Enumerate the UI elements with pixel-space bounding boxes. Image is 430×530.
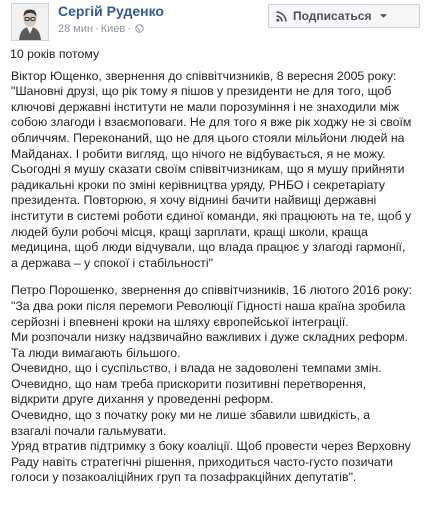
quote-line: Очевидно, що нам треба прискорити позитивні перетворення,	[11, 376, 367, 391]
quote-line: радикальні кроки по зміні керівництва уряду, РНБО і секретаріату	[11, 177, 386, 192]
yushchenko-quote	[8, 84, 424, 271]
quote-line: обличчям. Переконаний, що не для цього стояли мільйони людей на	[11, 130, 405, 145]
quote-line: Уряд втратив підтримку з боку коаліції. Щоб провести через Верховну	[11, 439, 411, 454]
post-header	[8, 0, 424, 42]
quote-line: президента. Повторюю, я хочу віднині бачити найвищі державні	[11, 193, 377, 208]
post-time-link[interactable]: 28 мин	[58, 23, 94, 35]
meta-separator: ·	[95, 23, 99, 35]
quote-line: відкрити друге дихання у проведенні реформ.	[11, 392, 274, 407]
subscribe-label: Подписаться	[293, 9, 372, 23]
quote-line: Очевидно, що з початку року ми не лише збавили швидкість, а	[11, 408, 371, 423]
quote-line: людей були робочі місця, кращі зарплати, кращі школи, краща	[11, 224, 368, 239]
avatar-portrait-icon	[12, 4, 48, 40]
quote-line: взагалі почали гальмувати.	[11, 423, 167, 438]
post-body	[8, 47, 424, 486]
quote-line: голоси у позакоаліційних груп та позафракційних депутатів".	[11, 470, 357, 485]
poroshenko-heading: Петро Порошенко, звернення до співвітчизників, 16 лютого 2016 року:	[11, 283, 413, 298]
post-location-link[interactable]: Киев	[100, 23, 126, 35]
poroshenko-quote	[8, 299, 424, 486]
quote-line: Раду навіть стратегічні рішення, приходиться часто-густо позичати	[11, 454, 393, 469]
quote-line: Очевидно, що і суспільство, і влада не задоволені темпами змін.	[11, 361, 382, 376]
quote-line: інститути в системі роботи єдиної команди, які працюють на те, щоб у	[11, 208, 412, 223]
quote-line: Майданах. І робити вигляд, що нічого не відбувається, я не можу.	[11, 146, 386, 161]
quote-line: "За два роки після перемоги Революції Гідності наша країна зробила	[11, 298, 406, 313]
public-globe-icon[interactable]	[135, 24, 144, 33]
quote-line: Ми розпочали низку надзвичайно важливих і дуже складних реформ.	[11, 330, 409, 345]
chevron-down-icon	[379, 13, 388, 19]
quote-line: а держава – у спокої і стабільності"	[11, 255, 213, 270]
quote-line: Сьогодні я мушу сказати своїм співвітчизникам, що я мушу прийняти	[11, 162, 405, 177]
author-name-link[interactable]: Сергій Руденко	[58, 3, 164, 19]
quote-line: Та люди вимагають більшого.	[11, 345, 181, 360]
avatar[interactable]	[11, 3, 49, 41]
meta-separator: ·	[127, 23, 131, 35]
quote-line: "Шановні друзі, що рік тому я пішов у президенти не для того, щоб	[11, 84, 392, 99]
quote-line: собою злагоди і взаємоповаги. Не для того я вже рік ходжу не зі своїм	[11, 115, 412, 130]
subscribe-button[interactable]	[268, 4, 420, 28]
yushchenko-heading: Віктор Ющенко, звернення до співвітчизників, 8 вересня 2005 року:	[11, 68, 397, 83]
quote-line: ключові державні інститути не мали порозуміння і не знаходили між	[11, 99, 400, 114]
paragraph-gap	[8, 271, 424, 283]
quote-line: серйозні і впевнені кроки на шляху європейської інтеграції.	[11, 314, 349, 329]
quote-line: медицина, щоб люди відчували, що влада працює у злагоді гармонії,	[11, 240, 406, 255]
post-meta	[58, 23, 144, 35]
rss-feed-icon	[276, 11, 287, 22]
post-intro-text: 10 років потому	[10, 47, 100, 61]
